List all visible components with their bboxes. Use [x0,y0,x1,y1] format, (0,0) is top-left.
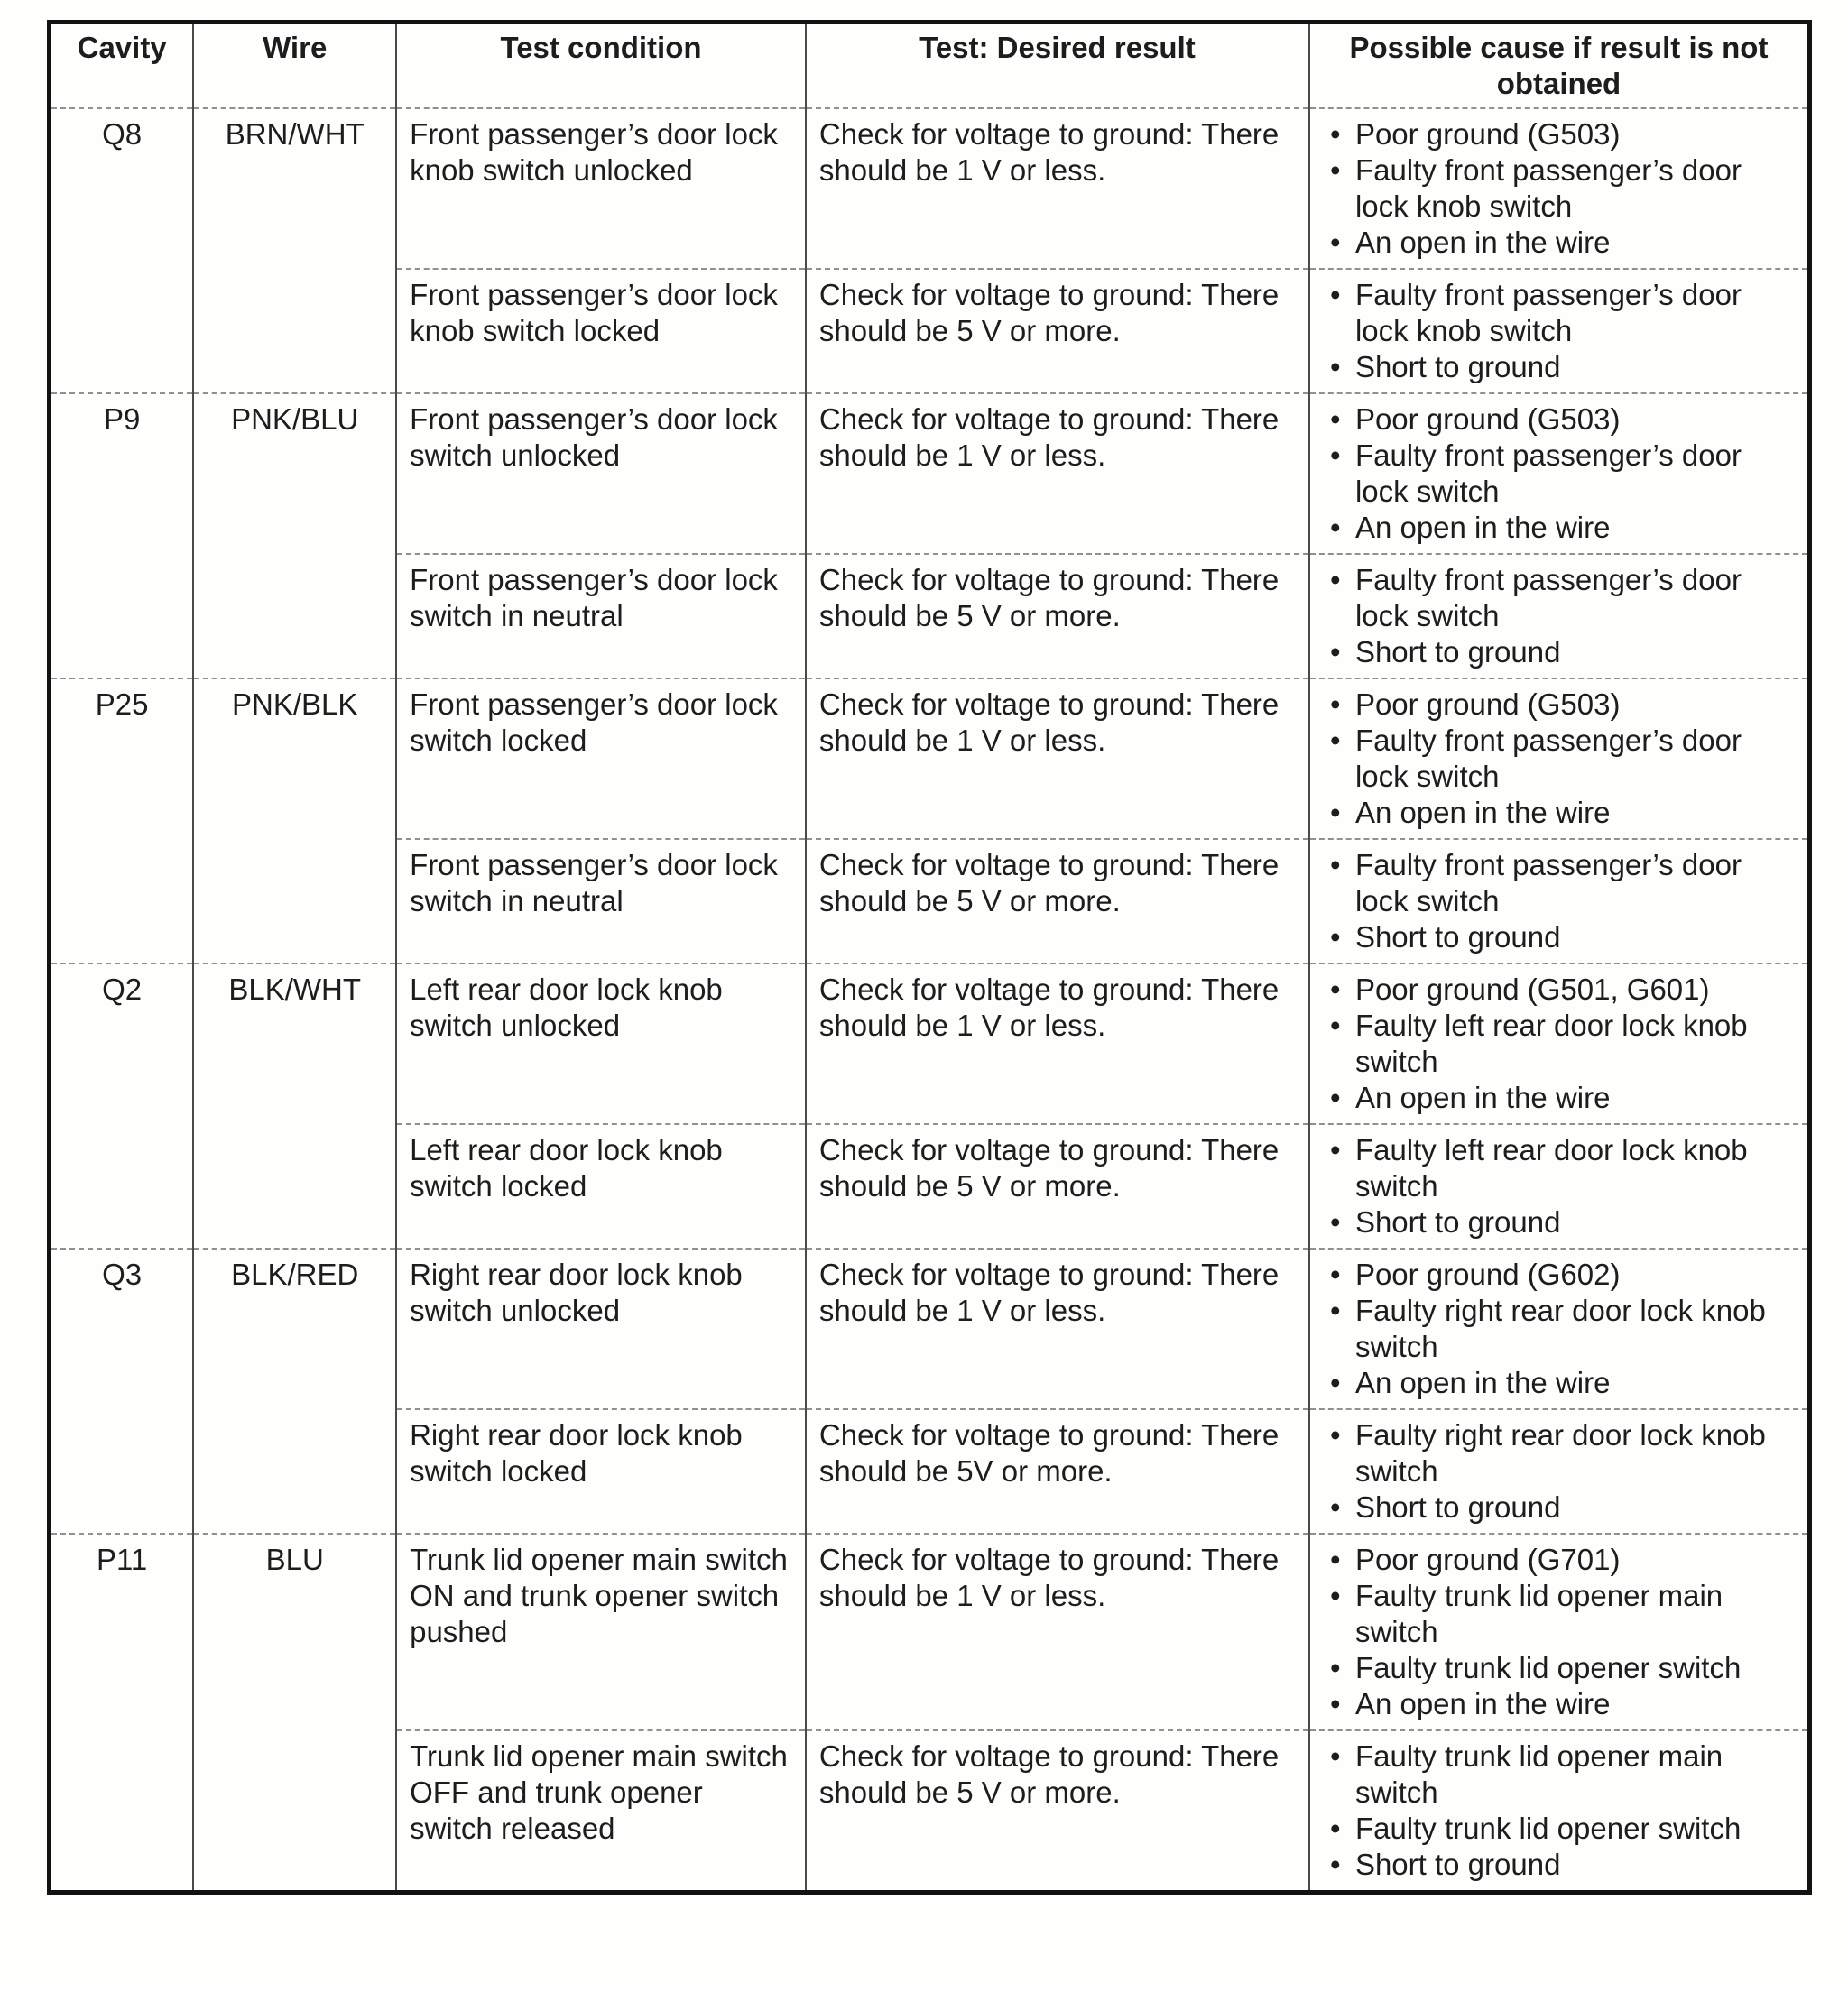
test-condition-cell: Left rear door lock knob switch locked [396,1124,806,1249]
cavity-cell: P9 [50,393,194,678]
possible-cause-cell [1309,269,1810,393]
cavity-cell: Q2 [50,964,194,1249]
header-test-condition: Test condition [396,23,806,109]
cause-item: • Poor ground (G701) [1323,1542,1795,1578]
possible-cause-cell [1309,964,1810,1124]
test-condition-cell: Trunk lid opener main switch ON and trunk opener switch pushed [396,1534,806,1730]
possible-cause-cell [1309,1249,1810,1409]
wire-cell: BRN/WHT [193,108,396,393]
cavity-cell: Q8 [50,108,194,393]
cause-list [1323,1738,1795,1883]
cause-item: • Short to ground [1323,349,1795,385]
cavity-group-p9 [50,393,1810,678]
wire-cell: BLK/WHT [193,964,396,1249]
table-row [50,1534,1810,1730]
cause-list [1323,687,1795,831]
test-condition-cell: Front passenger’s door lock switch in neutral [396,554,806,678]
desired-result-cell: Check for voltage to ground: There should be 1 V or less. [806,1249,1309,1409]
desired-result-cell: Check for voltage to ground: There should be 1 V or less. [806,393,1309,554]
cause-list [1323,1542,1795,1722]
cause-item: • Short to ground [1323,1204,1795,1240]
cause-item: • An open in the wire [1323,1686,1795,1722]
cause-item: • Short to ground [1323,1847,1795,1883]
possible-cause-cell [1309,1409,1810,1534]
cause-item: • Faulty front passenger’s door lock switch [1323,438,1795,510]
test-condition-cell: Front passenger’s door lock switch locked [396,678,806,839]
test-condition-cell: Trunk lid opener main switch OFF and trunk opener switch released [396,1730,806,1893]
wire-cell: BLK/RED [193,1249,396,1534]
test-condition-cell: Front passenger’s door lock switch in neutral [396,839,806,964]
cause-item: • Faulty front passenger’s door lock switch [1323,562,1795,634]
desired-result-cell: Check for voltage to ground: There should be 5 V or more. [806,1730,1309,1893]
desired-result-cell: Check for voltage to ground: There should be 5 V or more. [806,1124,1309,1249]
table-row [50,393,1810,554]
cavity-group-p11 [50,1534,1810,1893]
cause-list [1323,1257,1795,1401]
possible-cause-cell [1309,1730,1810,1893]
cause-item: • An open in the wire [1323,1365,1795,1401]
test-condition-cell: Front passenger’s door lock switch unlocked [396,393,806,554]
header-wire: Wire [193,23,396,109]
desired-result-cell: Check for voltage to ground: There should be 1 V or less. [806,964,1309,1124]
cause-item: • Short to ground [1323,919,1795,955]
header-desired-result: Test: Desired result [806,23,1309,109]
cavity-cell: P25 [50,678,194,964]
cavity-group-p25 [50,678,1810,964]
cause-list [1323,277,1795,385]
test-condition-cell: Left rear door lock knob switch unlocked [396,964,806,1124]
cause-item: • Faulty front passenger’s door lock switch [1323,723,1795,795]
cause-item: • Faulty trunk lid opener main switch [1323,1738,1795,1811]
cause-item: • Faulty trunk lid opener main switch [1323,1578,1795,1650]
wire-cell: BLU [193,1534,396,1893]
cause-item: • Poor ground (G503) [1323,116,1795,152]
table-row [50,1249,1810,1409]
cause-item: • Short to ground [1323,1489,1795,1526]
possible-cause-cell [1309,839,1810,964]
cause-item: • An open in the wire [1323,225,1795,261]
possible-cause-cell [1309,393,1810,554]
desired-result-cell: Check for voltage to ground: There should be 1 V or less. [806,678,1309,839]
cause-item: • Faulty left rear door lock knob switch [1323,1008,1795,1080]
cause-item: • Poor ground (G501, G601) [1323,972,1795,1008]
cavity-cell: P11 [50,1534,194,1893]
possible-cause-cell [1309,1124,1810,1249]
cause-item: • Faulty front passenger’s door lock knob switch [1323,277,1795,349]
cause-item: • Faulty front passenger’s door lock switch [1323,847,1795,919]
cause-list [1323,116,1795,261]
cause-item: • Poor ground (G602) [1323,1257,1795,1293]
table-row [50,964,1810,1124]
cause-list [1323,847,1795,955]
cause-item: • Faulty right rear door lock knob switch [1323,1293,1795,1365]
desired-result-cell: Check for voltage to ground: There should be 5 V or more. [806,554,1309,678]
cavity-cell: Q3 [50,1249,194,1534]
test-condition-cell: Right rear door lock knob switch locked [396,1409,806,1534]
cavity-group-q3 [50,1249,1810,1534]
cavity-group-q2 [50,964,1810,1249]
cause-item: • Faulty right rear door lock knob switch [1323,1417,1795,1489]
cavity-group-q8 [50,108,1810,393]
cause-item: • Faulty trunk lid opener switch [1323,1650,1795,1686]
cause-item: • An open in the wire [1323,510,1795,546]
wire-cell: PNK/BLK [193,678,396,964]
cause-list [1323,1417,1795,1526]
cause-item: • Faulty left rear door lock knob switch [1323,1132,1795,1204]
test-condition-cell: Front passenger’s door lock knob switch unlocked [396,108,806,269]
wire-cell: PNK/BLU [193,393,396,678]
possible-cause-cell [1309,1534,1810,1730]
possible-cause-cell [1309,678,1810,839]
header-row [50,23,1810,109]
desired-result-cell: Check for voltage to ground: There should be 1 V or less. [806,1534,1309,1730]
cause-list [1323,401,1795,546]
possible-cause-cell [1309,554,1810,678]
header-possible-cause: Possible cause if result is not obtained [1309,23,1810,109]
desired-result-cell: Check for voltage to ground: There should be 5 V or more. [806,839,1309,964]
test-condition-cell: Front passenger’s door lock knob switch locked [396,269,806,393]
cause-list [1323,562,1795,670]
table-row [50,108,1810,269]
cause-item: • Faulty front passenger’s door lock knob switch [1323,152,1795,225]
desired-result-cell: Check for voltage to ground: There should be 5V or more. [806,1409,1309,1534]
desired-result-cell: Check for voltage to ground: There should be 5 V or more. [806,269,1309,393]
possible-cause-cell [1309,108,1810,269]
cause-item: • An open in the wire [1323,1080,1795,1116]
cause-item: • Faulty trunk lid opener switch [1323,1811,1795,1847]
test-condition-table [47,20,1812,1895]
cause-list [1323,1132,1795,1240]
table-row [50,678,1810,839]
cause-item: • Poor ground (G503) [1323,401,1795,438]
cause-list [1323,972,1795,1116]
desired-result-cell: Check for voltage to ground: There should be 1 V or less. [806,108,1309,269]
cause-item: • Poor ground (G503) [1323,687,1795,723]
test-condition-cell: Right rear door lock knob switch unlocked [396,1249,806,1409]
header-cavity: Cavity [50,23,194,109]
cause-item: • Short to ground [1323,634,1795,670]
table-header [50,23,1810,109]
cause-item: • An open in the wire [1323,795,1795,831]
